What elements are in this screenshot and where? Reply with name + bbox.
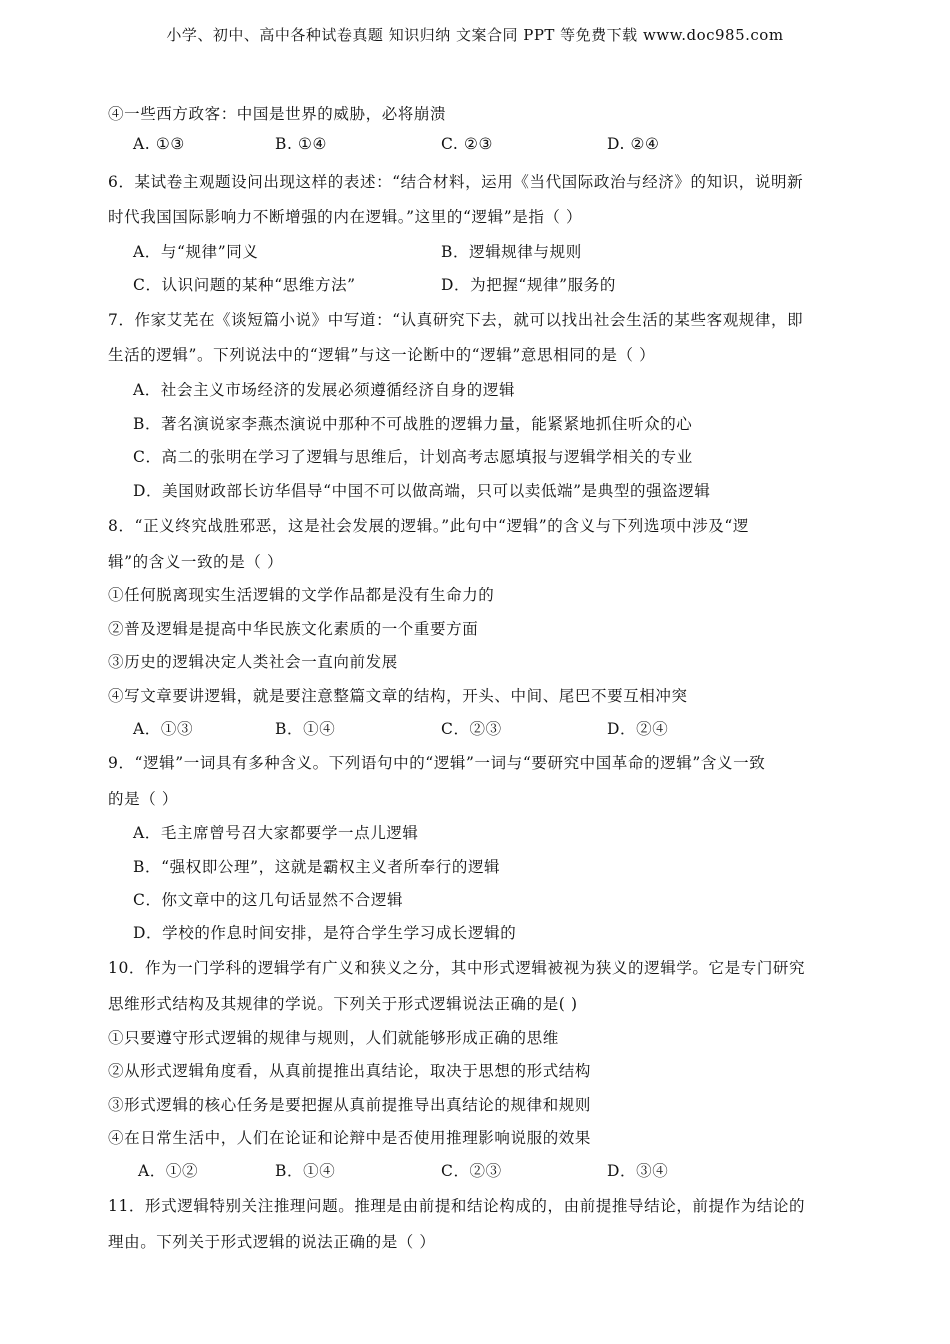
q10-item-2: ②从形式逻辑角度看，从真前提推出真结论，取决于思想的形式结构 [108, 1062, 592, 1080]
q10-option-b: B．①④ [275, 1162, 336, 1180]
q8-item-1: ①任何脱离现实生活逻辑的文学作品都是没有生命力的 [108, 586, 495, 604]
q7-option-b: B．著名演说家李燕杰演说中那种不可战胜的逻辑力量，能紧紧地抓住听众的心 [133, 415, 693, 433]
q6-option-a: A．与“规律”同义 [133, 243, 259, 261]
q7-stem-line-2: 生活的逻辑”。下列说法中的“逻辑”与这一论断中的“逻辑”意思相同的是（ ） [108, 346, 656, 364]
q9-stem-line-2: 的是（ ） [108, 790, 178, 808]
page-header: 小学、初中、高中各种试卷真题 知识归纳 文案合同 PPT 等免费下载 www.doc985.com [166, 26, 784, 44]
q7-stem-line-1: 7．作家艾芜在《谈短篇小说》中写道：“认真研究下去，就可以找出社会生活的某些客观规律，即 [108, 311, 804, 329]
q6-option-b: B．逻辑规律与规则 [441, 243, 582, 261]
q8-stem-line-1: 8．“正义终究战胜邪恶，这是社会发展的逻辑。”此句中“逻辑”的含义与下列选项中涉及“逻 [108, 517, 750, 535]
q7-option-d: D．美国财政部长访华倡导“中国不可以做高端，只可以卖低端”是典型的强盗逻辑 [133, 482, 711, 500]
q8-option-a: A．①③ [133, 720, 194, 738]
q6-option-c: C．认识问题的某种“思维方法” [133, 276, 356, 294]
q8-option-d: D．②④ [607, 720, 669, 738]
q9-stem-line-1: 9．“逻辑”一词具有多种含义。下列语句中的“逻辑”一词与“要研究中国革命的逻辑”含义一致 [108, 754, 766, 772]
q9-option-d: D．学校的作息时间安排，是符合学生学习成长逻辑的 [133, 924, 517, 942]
q5-option-d: D. ②④ [607, 135, 660, 153]
q8-item-4: ④写文章要讲逻辑，就是要注意整篇文章的结构，开头、中间、尾巴不要互相冲突 [108, 687, 688, 705]
q9-option-c: C．你文章中的这几句话显然不合逻辑 [133, 891, 404, 909]
q6-stem-line-2: 时代我国国际影响力不断增强的内在逻辑。”这里的“逻辑”是指（ ） [108, 208, 583, 226]
q7-option-c: C．高二的张明在学习了逻辑与思维后，计划高考志愿填报与逻辑学相关的专业 [133, 448, 693, 466]
q10-item-3: ③形式逻辑的核心任务是要把握从真前提推导出真结论的规律和规则 [108, 1096, 592, 1114]
q10-item-4: ④在日常生活中，人们在论证和论辩中是否使用推理影响说服的效果 [108, 1129, 592, 1147]
q10-item-1: ①只要遵守形式逻辑的规律与规则，人们就能够形成正确的思维 [108, 1029, 559, 1047]
q10-option-c: C．②③ [441, 1162, 502, 1180]
q10-stem-line-2: 思维形式结构及其规律的学说。下列关于形式逻辑说法正确的是( ) [108, 995, 578, 1013]
q9-option-a: A．毛主席曾号召大家都要学一点儿逻辑 [133, 824, 419, 842]
q6-stem-line-1: 6．某试卷主观题设问出现这样的表述：“结合材料，运用《当代国际政治与经济》的知识，说明新 [108, 173, 804, 191]
q5-option-b: B. ①④ [275, 135, 328, 153]
q10-option-a: A．①② [138, 1162, 199, 1180]
q8-stem-line-2: 辑”的含义一致的是（ ） [108, 553, 284, 571]
q5-option-a: A. ①③ [133, 135, 185, 153]
q8-item-2: ②普及逻辑是提高中华民族文化素质的一个重要方面 [108, 620, 479, 638]
q6-option-d: D．为把握“规律”服务的 [441, 276, 616, 294]
q8-option-b: B．①④ [275, 720, 336, 738]
q5-item-4: ④一些西方政客：中国是世界的威胁，必将崩溃 [108, 105, 447, 123]
q5-option-c: C. ②③ [441, 135, 493, 153]
q10-option-d: D．③④ [607, 1162, 669, 1180]
q9-option-b: B．“强权即公理”，这就是霸权主义者所奉行的逻辑 [133, 858, 501, 876]
q7-option-a: A．社会主义市场经济的发展必须遵循经济自身的逻辑 [133, 381, 516, 399]
q8-option-c: C．②③ [441, 720, 502, 738]
q10-stem-line-1: 10．作为一门学科的逻辑学有广义和狭义之分，其中形式逻辑被视为狭义的逻辑学。它是专门研究 [108, 959, 806, 977]
q8-item-3: ③历史的逻辑决定人类社会一直向前发展 [108, 653, 398, 671]
q11-stem-line-1: 11．形式逻辑特别关注推理问题。推理是由前提和结论构成的，由前提推导结论，前提作为结论的 [108, 1197, 806, 1215]
q11-stem-line-2: 理由。下列关于形式逻辑的说法正确的是（ ） [108, 1233, 436, 1251]
